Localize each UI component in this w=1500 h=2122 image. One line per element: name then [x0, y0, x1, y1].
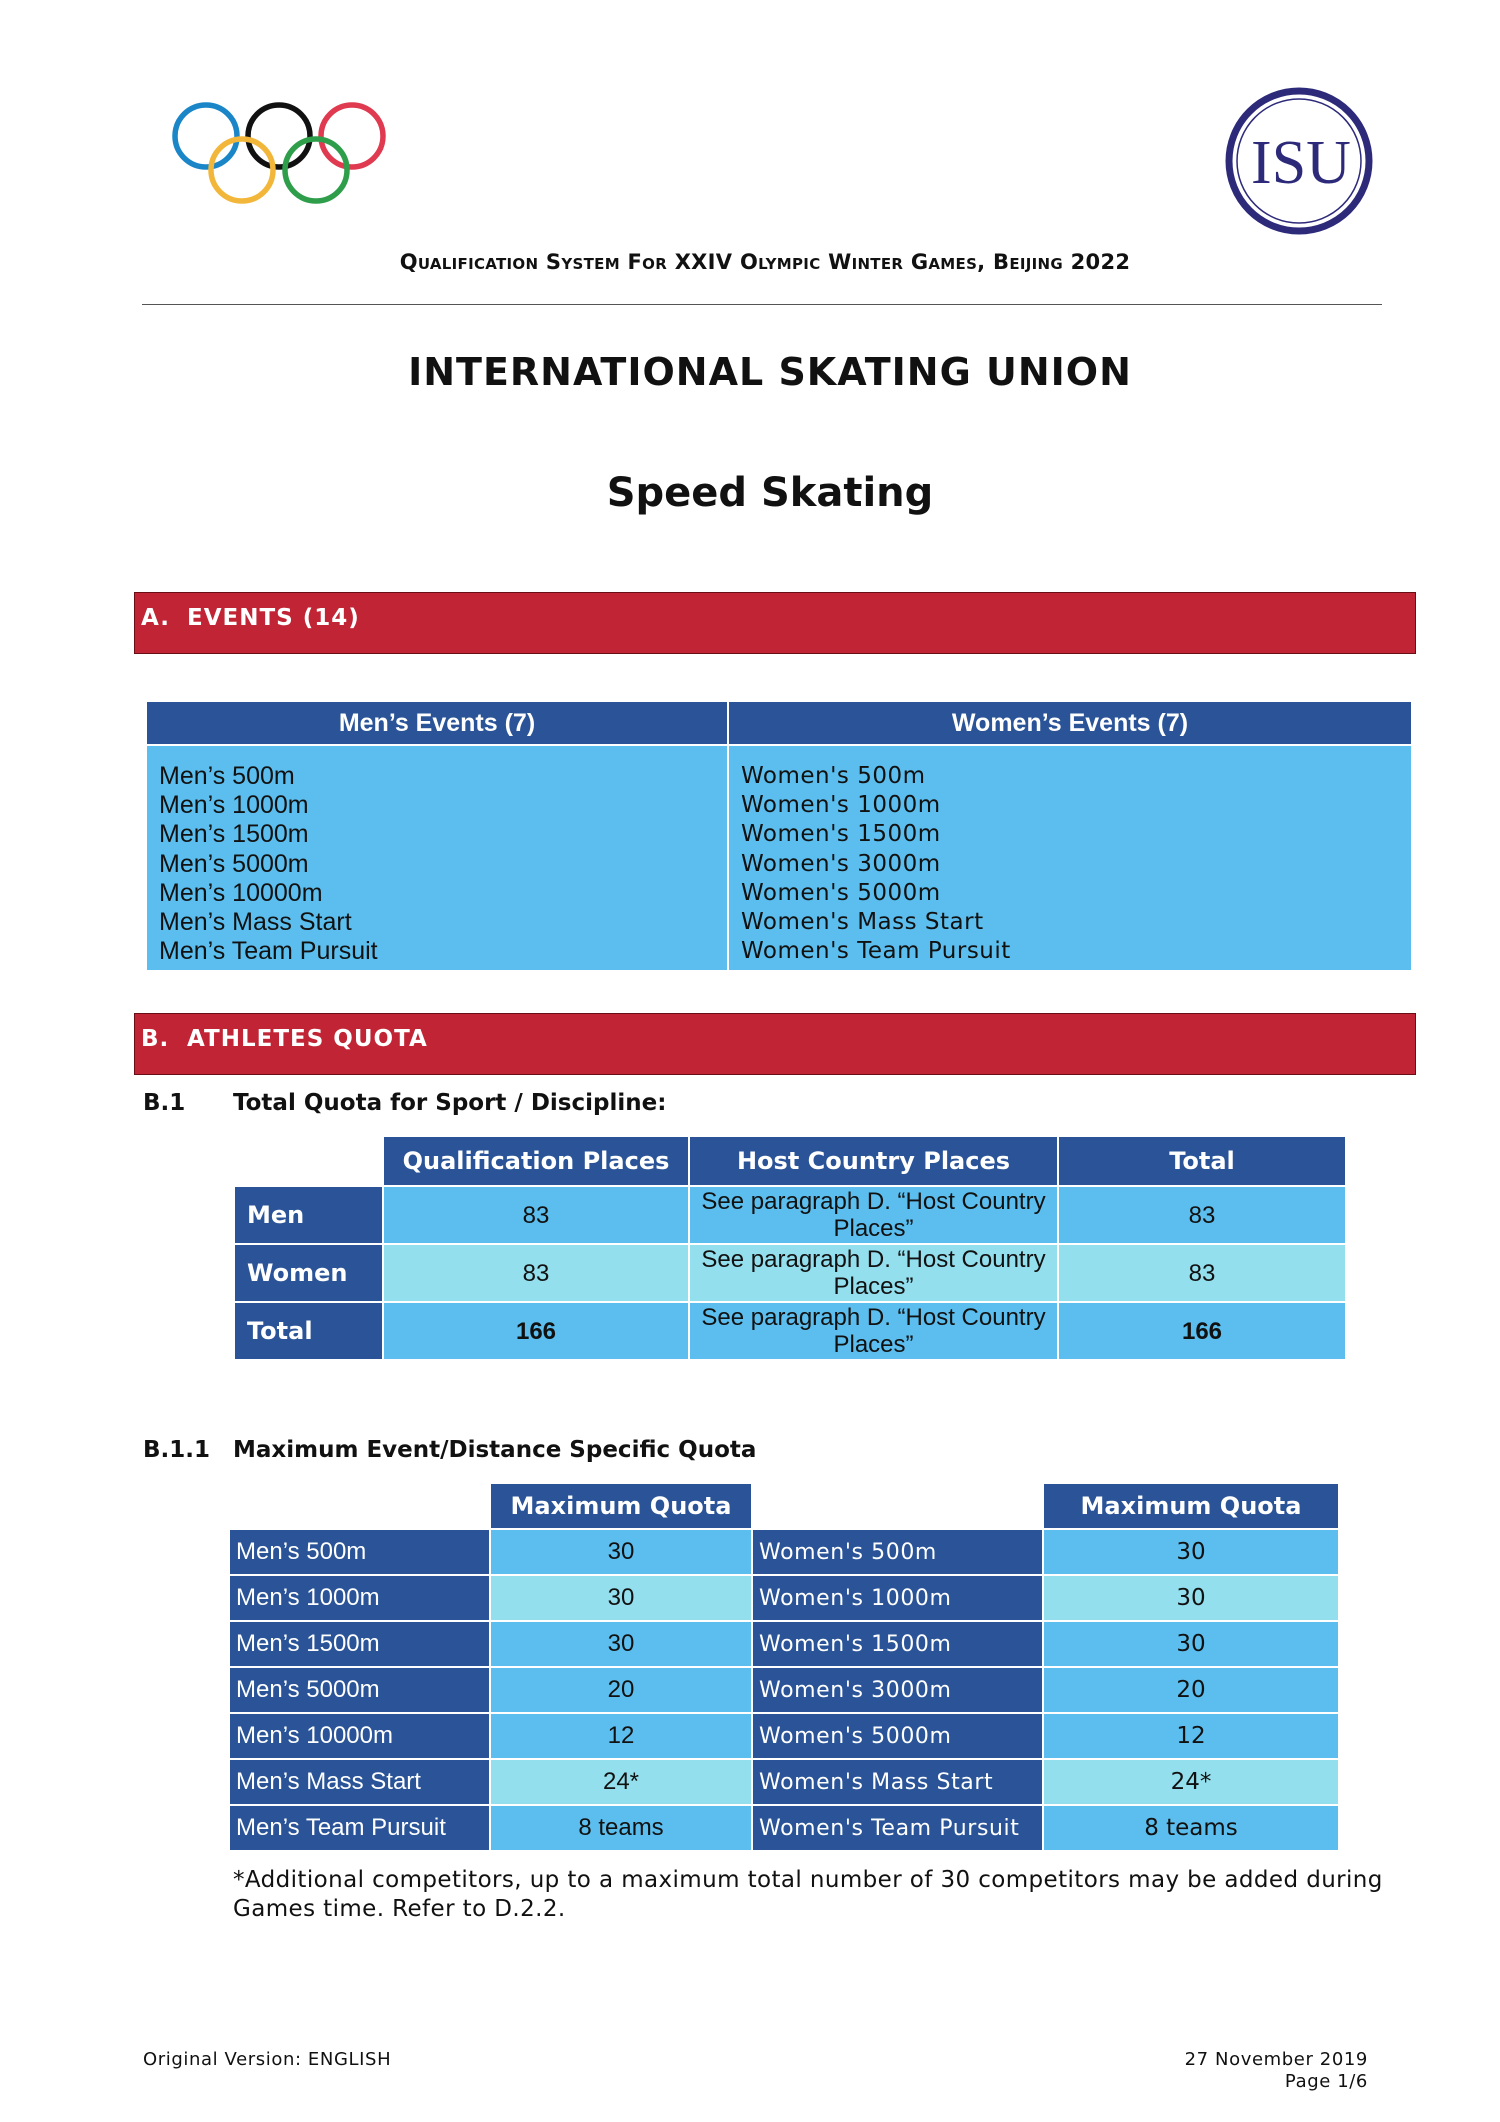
page-subtitle: Speed Skating — [606, 470, 934, 516]
isu-logo-text: ISU — [1251, 129, 1351, 197]
qualification-places: 83 — [383, 1186, 689, 1244]
row-label: Men — [234, 1186, 383, 1244]
women-quota: 8 teams — [1043, 1805, 1339, 1851]
section-b-title: ATHLETES QUOTA — [187, 1026, 428, 1052]
women-event: Women's 5000m — [752, 1713, 1043, 1759]
men-events-list — [146, 745, 728, 971]
host-country-places: See paragraph D. “Host Country Places” — [689, 1244, 1058, 1302]
column-header: Host Country Places — [689, 1136, 1058, 1186]
men-quota: 20 — [490, 1667, 752, 1713]
table-row — [229, 1621, 1339, 1667]
host-country-places: See paragraph D. “Host Country Places” — [689, 1186, 1058, 1244]
list-item: Men’s 1500m — [159, 820, 309, 849]
women-event: Women's 1500m — [752, 1621, 1043, 1667]
footer-date: 27 November 2019 — [1184, 2049, 1368, 2070]
men-event: Men’s 1500m — [229, 1621, 490, 1667]
total-places: 83 — [1058, 1186, 1346, 1244]
list-item: Women's Team Pursuit — [741, 938, 1011, 965]
women-quota: 20 — [1043, 1667, 1339, 1713]
quota-footnote: *Additional competitors, up to a maximum total number of 30 competitors may be added during Games time. Refer to D.2.2. — [233, 1867, 1383, 1922]
table-row — [234, 1244, 1346, 1302]
men-quota: 30 — [490, 1529, 752, 1575]
women-event: Women's 3000m — [752, 1667, 1043, 1713]
table-row — [229, 1759, 1339, 1805]
footer-page-number: Page 1/6 — [1284, 2071, 1368, 2092]
men-events-header: Men’s Events (7) — [146, 701, 728, 745]
women-event: Women's 1000m — [752, 1575, 1043, 1621]
b11-title: Maximum Event/Distance Specific Quota — [233, 1437, 757, 1463]
table-row — [234, 1186, 1346, 1244]
list-item: Men’s Team Pursuit — [159, 937, 378, 966]
section-a-header — [134, 592, 1416, 654]
women-quota: 12 — [1043, 1713, 1339, 1759]
document-header: Qualification System For XXIV Olympic Winter Games, Beijing 2022 — [399, 250, 1131, 274]
list-item: Women's 500m — [741, 763, 926, 789]
table-corner — [229, 1483, 490, 1529]
men-quota: 30 — [490, 1621, 752, 1667]
table-row — [229, 1667, 1339, 1713]
b11-number: B.1.1 — [143, 1437, 211, 1463]
men-quota: 30 — [490, 1575, 752, 1621]
events-table — [145, 700, 1413, 972]
host-country-places: See paragraph D. “Host Country Places” — [689, 1302, 1058, 1360]
men-quota: 24* — [490, 1759, 752, 1805]
qualification-places: 166 — [383, 1302, 689, 1360]
column-header: Total — [1058, 1136, 1346, 1186]
men-max-quota-header: Maximum Quota — [490, 1483, 752, 1529]
women-events-list — [728, 745, 1412, 971]
table-row — [229, 1529, 1339, 1575]
list-item: Women's 1000m — [741, 792, 941, 819]
men-event: Men’s 5000m — [229, 1667, 490, 1713]
b1-number: B.1 — [143, 1090, 186, 1116]
b1-title: Total Quota for Sport / Discipline: — [233, 1090, 667, 1116]
section-a-index: A. — [141, 605, 170, 631]
women-quota: 30 — [1043, 1621, 1339, 1667]
men-event: Men’s 1000m — [229, 1575, 490, 1621]
list-item: Men’s 500m — [159, 762, 295, 790]
row-label: Total — [234, 1302, 383, 1360]
list-item: Men’s Mass Start — [159, 908, 352, 937]
list-item: Women's 5000m — [741, 879, 941, 906]
men-event: Men’s 10000m — [229, 1713, 490, 1759]
section-b-index: B. — [141, 1026, 170, 1052]
list-item: Women's 3000m — [741, 850, 941, 877]
b11-heading — [143, 1437, 1043, 1467]
page-title: INTERNATIONAL SKATING UNION — [408, 350, 1132, 394]
footer-date-page — [1050, 2049, 1368, 2093]
total-quota-table — [233, 1135, 1347, 1361]
women-quota: 24* — [1043, 1759, 1339, 1805]
women-max-quota-header: Maximum Quota — [1043, 1483, 1339, 1529]
men-event: Men’s Team Pursuit — [229, 1805, 490, 1851]
table-corner — [752, 1483, 1043, 1529]
women-quota: 30 — [1043, 1575, 1339, 1621]
women-quota: 30 — [1043, 1529, 1339, 1575]
row-label: Women — [234, 1244, 383, 1302]
total-places: 166 — [1058, 1302, 1346, 1360]
qualification-places: 83 — [383, 1244, 689, 1302]
b1-heading — [143, 1090, 943, 1120]
table-row — [229, 1575, 1339, 1621]
table-row — [229, 1713, 1339, 1759]
section-b-header — [134, 1013, 1416, 1075]
olympic-rings-logo — [170, 100, 388, 208]
max-quota-table — [228, 1482, 1340, 1852]
table-corner — [234, 1136, 383, 1186]
women-event: Women's Mass Start — [752, 1759, 1043, 1805]
total-places: 83 — [1058, 1244, 1346, 1302]
footer-original-version: Original Version: ENGLISH — [143, 2049, 392, 2070]
table-row — [234, 1302, 1346, 1360]
men-quota: 8 teams — [490, 1805, 752, 1851]
list-item: Men’s 1000m — [159, 791, 309, 820]
women-events-header: Women’s Events (7) — [728, 701, 1412, 745]
women-event: Women's 500m — [752, 1529, 1043, 1575]
list-item: Women's Mass Start — [741, 909, 984, 936]
header-divider — [142, 304, 1382, 305]
isu-logo — [1224, 86, 1374, 236]
men-quota: 12 — [490, 1713, 752, 1759]
women-event: Women's Team Pursuit — [752, 1805, 1043, 1851]
men-event: Men’s Mass Start — [229, 1759, 490, 1805]
list-item: Men’s 5000m — [159, 849, 309, 878]
list-item: Men’s 10000m — [159, 878, 323, 907]
column-header: Qualification Places — [383, 1136, 689, 1186]
section-a-title: EVENTS (14) — [187, 605, 360, 631]
table-row — [229, 1805, 1339, 1851]
men-event: Men’s 500m — [229, 1529, 490, 1575]
list-item: Women's 1500m — [741, 821, 941, 848]
